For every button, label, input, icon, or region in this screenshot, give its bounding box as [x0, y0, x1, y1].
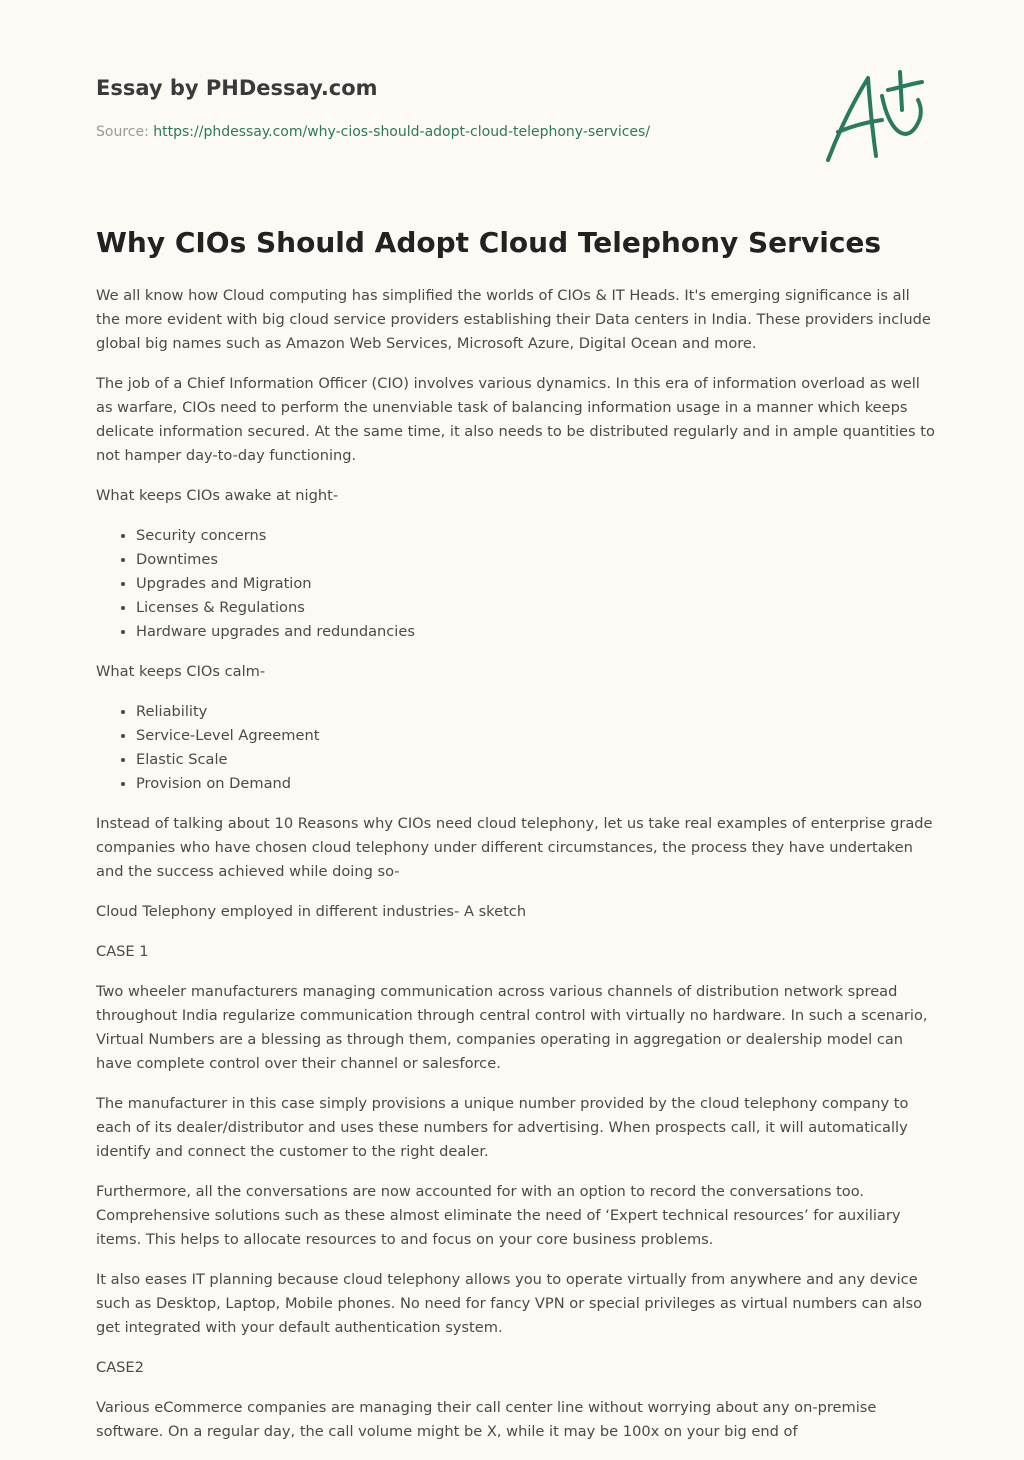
list-item: • Elastic Scale [136, 748, 936, 772]
paragraph: The job of a Chief Information Officer (CIO) involves various dynamics. In this era of information overload as well as warfare, CIOs need to perform the unenviable task of balancing information usage in a manner which keeps delicate information secured. At the same time, it also needs to be distributed regularly and in ample quantities to not hamper day-to-day functioning. [96, 375, 935, 464]
list-item: • Reliability [136, 700, 936, 724]
paragraph: Cloud Telephony employed in different industries- A sketch [96, 903, 527, 920]
paragraph: It also eases IT planning because cloud telephony allows you to operate virtually from anywhere and any device such as Desktop, Laptop, Mobile phones. No need for fancy VPN or special privileges as virtual numbers can also get integrated with your default authentication system. [96, 1271, 922, 1336]
case-heading: CASE2 [96, 1359, 144, 1376]
calm-list [96, 700, 936, 796]
paragraph: The manufacturer in this case simply provisions a unique number provided by the cloud telephony company to each of its dealer/distributor and uses these numbers for advertising. When prospects call, it will automatically identify and connect the customer to the right dealer. [96, 1095, 909, 1160]
list-item: • Downtimes [136, 548, 936, 572]
list-item: • Service-Level Agreement [136, 724, 936, 748]
case-heading: CASE 1 [96, 943, 149, 960]
paragraph: Various eCommerce companies are managing their call center line without worrying about any on-premise software. On a regular day, the call volume might be X, while it may be 100x on your big end of [96, 1399, 877, 1440]
a-plus-logo-icon [818, 66, 930, 166]
list-item: • Hardware upgrades and redundancies [136, 620, 936, 644]
list-item: • Licenses & Regulations [136, 596, 936, 620]
source-line [96, 124, 650, 140]
paragraph: We all know how Cloud computing has simplified the worlds of CIOs & IT Heads. It's emerging significance is all the more evident with big cloud service providers establishing their Data centers in India. These providers include global big names such as Amazon Web Services, Microsoft Azure, Digital Ocean and more. [96, 287, 931, 352]
essay-title: Why CIOs Should Adopt Cloud Telephony Services [96, 226, 882, 259]
paragraph: Furthermore, all the conversations are now accounted for with an option to record the conversations too. Comprehensive solutions such as these almost eliminate the need of ‘Expert technical resources’ for auxiliary items. This helps to allocate resources to and focus on your core business problems. [96, 1183, 901, 1248]
list-heading-awake: What keeps CIOs awake at night- [96, 487, 339, 504]
essay-body [96, 284, 936, 1460]
source-label: Source: [96, 124, 149, 140]
list-item: • Security concerns [136, 524, 936, 548]
list-item: • Upgrades and Migration [136, 572, 936, 596]
paragraph: Two wheeler manufacturers managing communication across various channels of distribution network spread throughout India regularize communication through central control with virtually no hardware. In such a scenario, Virtual Numbers are a blessing as through them, companies operating in aggregation or dealership model can have complete control over their channel or salesforce. [96, 983, 928, 1072]
awake-list [96, 524, 936, 644]
site-title: Essay by PHDessay.com [96, 76, 378, 100]
source-link[interactable]: https://phdessay.com/why-cios-should-adopt-cloud-telephony-services/ [153, 124, 651, 140]
paragraph: Instead of talking about 10 Reasons why CIOs need cloud telephony, let us take real examples of enterprise grade companies who have chosen cloud telephony under different circumstances, the process they have undertaken and the success achieved while doing so- [96, 815, 933, 880]
list-item: • Provision on Demand [136, 772, 936, 796]
list-heading-calm: What keeps CIOs calm- [96, 663, 266, 680]
